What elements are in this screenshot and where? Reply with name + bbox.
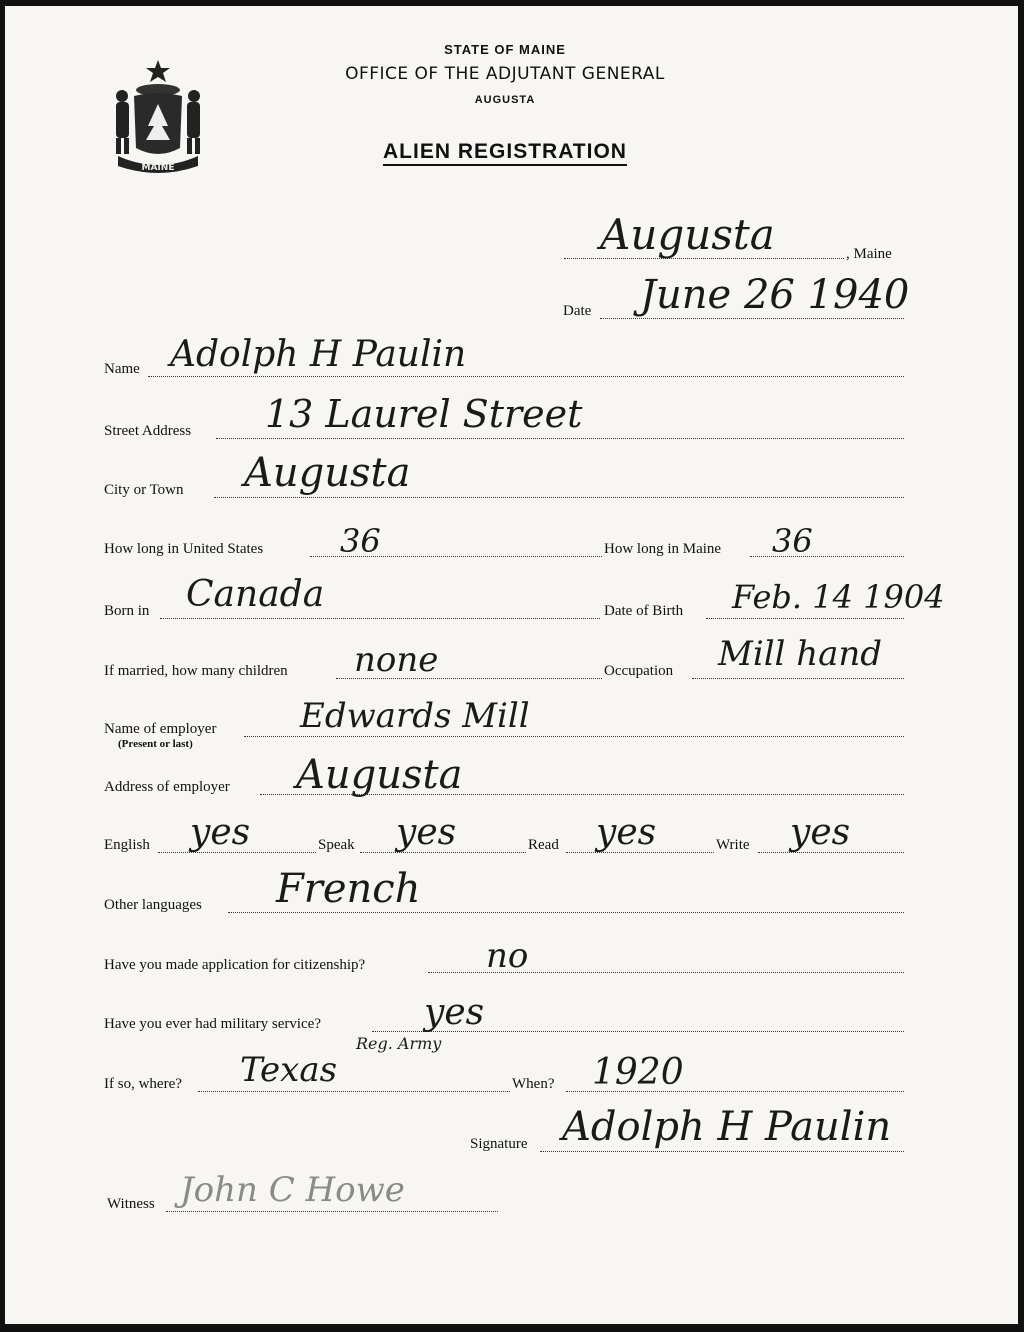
how-long-us-value: 36 — [340, 522, 381, 560]
header-office: OFFICE OF THE ADJUTANT GENERAL — [345, 64, 665, 84]
read-label: Read — [528, 837, 559, 853]
employer-sublabel: (Present or last) — [118, 738, 193, 750]
citizenship-value: no — [486, 936, 529, 976]
speak-label: Speak — [318, 837, 355, 853]
street-label: Street Address — [104, 423, 192, 439]
occupation-line — [692, 678, 904, 679]
where-note: Reg. Army — [356, 1034, 442, 1053]
form-title: ALIEN REGISTRATION — [0, 140, 1010, 164]
born-in-line — [160, 618, 600, 619]
witness-line — [166, 1211, 498, 1212]
other-languages-line — [228, 912, 904, 913]
occupation-value: Mill hand — [718, 634, 883, 674]
when-label: When? — [512, 1076, 555, 1092]
place-value: Augusta — [600, 210, 775, 259]
city-line — [214, 497, 904, 498]
witness-label: Witness — [107, 1196, 155, 1212]
city-value: Augusta — [244, 450, 411, 496]
how-long-us-label: How long in United States — [104, 541, 264, 557]
employer-label: Name of employer — [104, 721, 217, 737]
children-value: none — [354, 640, 439, 680]
scan-border-left — [0, 0, 5, 1332]
date-of-birth-line — [706, 618, 904, 619]
name-line — [148, 376, 904, 377]
name-label: Name — [104, 361, 140, 377]
citizenship-label: Have you made application for citizenship? — [104, 957, 366, 973]
other-languages-value: French — [276, 866, 421, 912]
street-value: 13 Laurel Street — [265, 392, 583, 436]
witness-value: John C Howe — [180, 1170, 405, 1210]
city-label: City or Town — [104, 482, 184, 498]
header-city: AUGUSTA — [474, 94, 536, 106]
employer-value: Edwards Mill — [300, 696, 530, 736]
street-line — [216, 438, 904, 439]
write-label: Write — [716, 837, 750, 853]
header-state: STATE OF MAINE — [444, 42, 566, 57]
date-line — [600, 318, 904, 319]
scan-border-bottom — [0, 1324, 1024, 1332]
military-label: Have you ever had military service? — [104, 1016, 321, 1032]
other-languages-label: Other languages — [104, 897, 202, 913]
born-in-label: Born in — [104, 603, 150, 619]
svg-text:MAINE: MAINE — [141, 163, 175, 173]
english-label: English — [104, 837, 150, 853]
where-label: If so, where? — [104, 1076, 182, 1092]
speak-value: yes — [396, 812, 457, 853]
when-value: 1920 — [592, 1052, 684, 1093]
english-value: yes — [190, 812, 251, 853]
date-value: June 26 1940 — [640, 272, 910, 318]
military-value: yes — [424, 992, 485, 1033]
scan-border-right — [1018, 0, 1024, 1332]
date-label: Date — [563, 303, 592, 319]
date-of-birth-value: Feb. 14 1904 — [732, 578, 945, 616]
occupation-label: Occupation — [604, 663, 674, 679]
where-line — [198, 1091, 510, 1092]
scan-border-top — [0, 0, 1024, 6]
date-of-birth-label: Date of Birth — [604, 603, 684, 619]
employer-line — [244, 736, 904, 737]
employer-address-label: Address of employer — [104, 779, 230, 795]
signature-label: Signature — [470, 1136, 528, 1152]
name-value: Adolph H Paulin — [170, 334, 467, 375]
how-long-maine-value: 36 — [772, 522, 813, 560]
employer-address-value: Augusta — [296, 752, 463, 798]
signature-value: Adolph H Paulin — [562, 1104, 892, 1150]
maine-label: , Maine — [846, 246, 892, 262]
children-label: If married, how many children — [104, 663, 288, 679]
write-value: yes — [790, 812, 851, 853]
read-value: yes — [596, 812, 657, 853]
born-in-value: Canada — [186, 574, 325, 615]
how-long-maine-label: How long in Maine — [604, 541, 722, 557]
where-value: Texas — [240, 1050, 338, 1090]
signature-line — [540, 1151, 904, 1152]
